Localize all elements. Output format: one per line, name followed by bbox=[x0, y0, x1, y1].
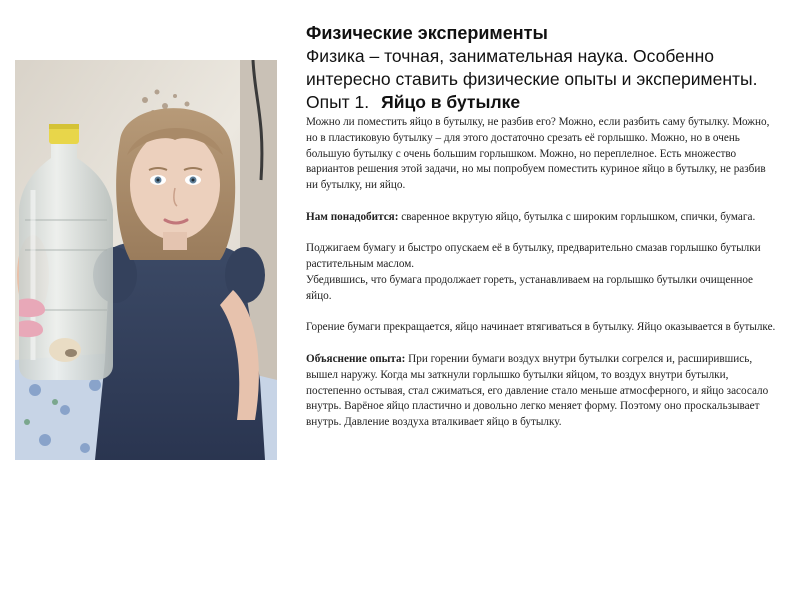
intro-paragraph: Физика – точная, занимательная наука. Особенно интересно ставить физические опыты и эксперименты. bbox=[306, 46, 758, 89]
experiment-heading bbox=[306, 91, 776, 113]
experiment-number: Опыт 1. bbox=[306, 92, 370, 112]
question-paragraph: Можно ли поместить яйцо в бутылку, не разбив его? Можно, если разбить саму бутылку. Можно, но в пластиковую бутылку – для этого достаточно срезать её горлышко. Можно, но в очень большую бутылку с очень большим горлышком. Можно, но переплелное. Есть множество вариантов решения этой задачи, но мы попробуем поместить куриное яйцо в бутылку, не разбив ни бутылку, ни яйцо. bbox=[306, 116, 770, 192]
explanation-paragraph bbox=[306, 352, 776, 431]
explanation-label: Объяснение опыта: bbox=[306, 352, 406, 365]
needed-paragraph bbox=[306, 210, 776, 226]
text-column bbox=[306, 22, 776, 431]
result-paragraph: Горение бумаги прекращается, яйцо начинает втягиваться в бутылку. Яйцо оказывается в бутылке. bbox=[306, 321, 776, 334]
explanation-text: При горении бумаги воздух внутри бутылки согрелся и, расширившись, вышел наружу. Когда мы заткнули горлышко бутылки яйцом, то воздух внутри бутылки, постепенно остывая, стал сжиматься, его давление стало меньше атмосферного, и яйцо засосало внутрь. Варёное яйцо пластично и довольно легко меняет форму. Поэтому оно проскальзывает внутрь. Давление воздуха вталкивает яйцо в бутылку. bbox=[306, 352, 769, 429]
step-1-paragraph: Поджигаем бумагу и быстро опускаем её в бутылку, предварительно смазав горлышко бутылки растительным маслом. bbox=[306, 242, 761, 271]
needed-label: Нам понадобится: bbox=[306, 210, 399, 223]
slide-title: Физические эксперименты bbox=[306, 23, 548, 43]
experiment-photo bbox=[15, 60, 277, 460]
girl-with-bottle-image bbox=[15, 60, 277, 460]
step-2-paragraph: Убедившись, что бумага продолжает гореть, устанавливаем на горлышко бутылки очищенное яйцо. bbox=[306, 273, 754, 302]
needed-text: сваренное вкрутую яйцо, бутылка с широким горлышком, спички, бумага. bbox=[398, 210, 756, 223]
experiment-name: Яйцо в бутылке bbox=[381, 92, 521, 112]
